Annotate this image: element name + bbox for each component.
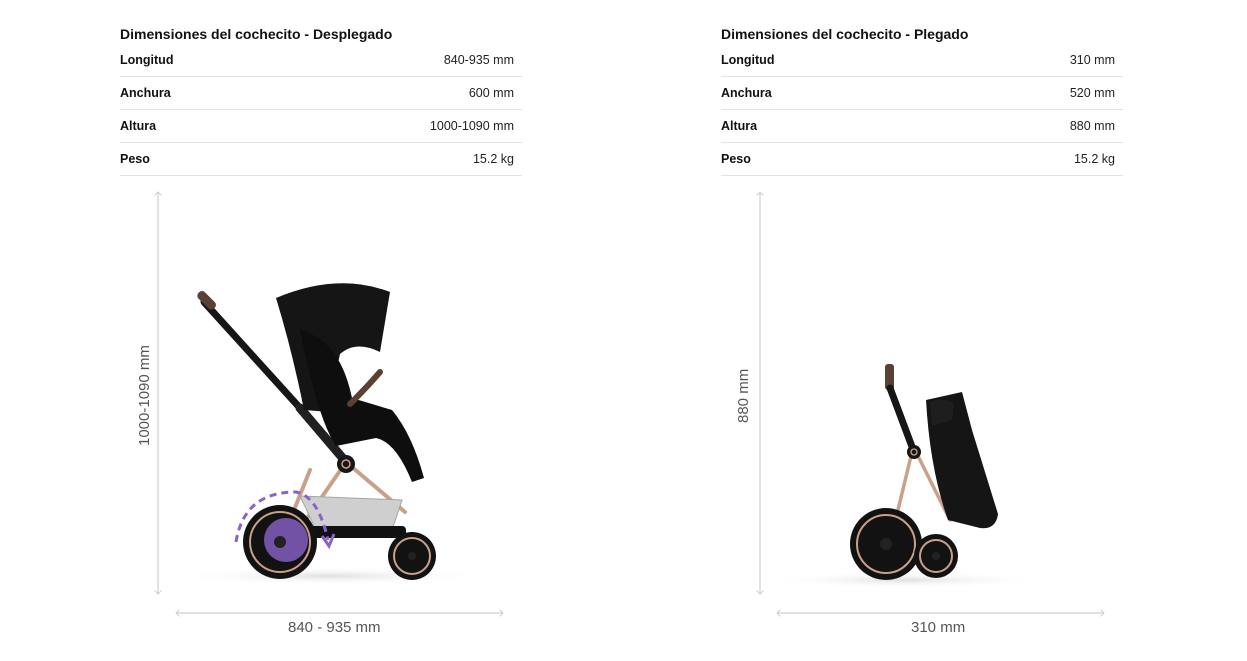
spec-label: Anchura: [120, 86, 171, 100]
length-label-folded: 310 mm: [911, 619, 966, 636]
spec-value: 840-935 mm: [443, 53, 514, 67]
spec-value: 15.2 kg: [472, 152, 514, 166]
unfolded-stroller-image: [170, 283, 490, 585]
spec-value: 15.2 kg: [1073, 152, 1115, 166]
unfolded-specs-title: Dimensiones del cochecito - Desplegado: [120, 26, 393, 42]
length-label-unfolded: 840 - 935 mm: [288, 619, 381, 636]
folded-stroller-image: [765, 364, 1045, 588]
spec-value: 1000-1090 mm: [429, 119, 514, 133]
spec-label: Peso: [120, 152, 150, 166]
height-label-unfolded: 1000-1090 mm: [136, 345, 153, 446]
spec-label: Longitud: [120, 53, 174, 67]
spec-label: Altura: [120, 119, 157, 133]
spec-label: Longitud: [721, 53, 775, 67]
spec-value: 600 mm: [468, 86, 514, 100]
spec-label: Peso: [721, 152, 751, 166]
folded-specs-title: Dimensiones del cochecito - Plegado: [721, 26, 969, 42]
spec-value: 880 mm: [1069, 119, 1115, 133]
spec-value: 520 mm: [1069, 86, 1115, 100]
spec-value: 310 mm: [1069, 53, 1115, 67]
spec-label: Anchura: [721, 86, 772, 100]
spec-label: Altura: [721, 119, 758, 133]
height-label-folded: 880 mm: [735, 368, 752, 423]
